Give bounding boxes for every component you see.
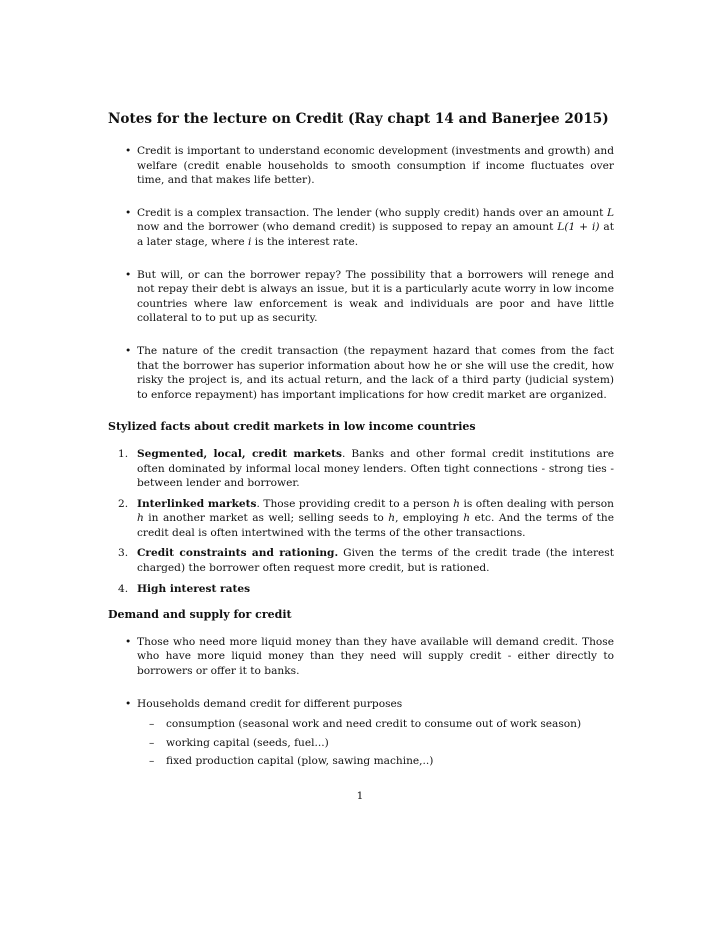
bullet-text-part: Credit is a complex transaction. The lender (who supply credit) hands over an amount [137,206,607,219]
math-variable: h [463,512,471,525]
sub-list-item [137,736,614,751]
math-variable: i [248,235,252,248]
bullet-text: Those who need more liquid money than they have available will demand credit. Those who have more liquid money than they need will supply credit - either directly to borrowers or offer it to banks. [137,635,614,678]
list-item [108,268,614,326]
sub-item-text: working capital (seeds, fuel...) [166,736,329,749]
list-item [108,344,614,402]
item-number: 2. [118,497,129,510]
list-item [108,546,614,575]
dash-marker: – [149,718,155,731]
list-item [108,635,614,679]
bullet-marker: • [125,697,132,710]
sub-item-text: fixed production capital (plow, sawing machine,..) [166,755,434,768]
bullet-marker: • [125,268,132,281]
item-text: Given the terms of the credit trade (the interest charged) the borrower often request more credit, but is rationed. [137,547,614,575]
item-number: 1. [118,447,129,460]
item-bold-label: Credit constraints and rationing. [137,547,339,560]
math-expression: L(1 + i) [557,221,600,234]
item-text-part: etc. And the terms of the credit deal is often intertwined with the terms of the other transactions. [137,512,614,539]
bullet-text: But will, or can the borrower repay? The possibility that a borrowers will renege and not repay their debt is always an issue, but it is a particularly acute worry in low income countries where law enforcement is weak and individuals are poor and have little collateral to to put up as security. [137,268,614,325]
list-item [108,447,614,491]
math-variable: h [453,497,460,510]
sub-list-item [137,754,614,769]
page-number: 1 [356,790,364,802]
bullet-text: The nature of the credit transaction (the repayment hazard that comes from the fact that the borrower has superior information about how he or she will use the credit, how risky the project is, and its actual return, and the lack of a third party (judicial system) to enforce repayment) has important implications for how credit market are organized. [137,344,614,401]
sub-list-item [137,717,614,732]
list-item [108,144,614,188]
stylized-facts-list [108,447,614,596]
item-text-part: , employing [395,512,464,525]
bullet-text: Credit is important to understand economic development (investments and growth) and welfare (credit enable households to smooth consumption if income fluctuates over time, and that makes life better). [137,145,614,187]
purpose-sublist [137,717,614,769]
sub-item-text: consumption (seasonal work and need credit to consume out of work season) [166,718,582,731]
bullet-text-part: now and the borrower (who demand credit) is supposed to repay an amount [137,221,558,234]
bullet-marker: • [125,145,132,157]
demand-supply-list [108,635,614,769]
list-item [108,497,614,541]
math-variable: L [606,206,614,219]
page-title: Notes for the lecture on Credit (Ray chapt 14 and Banerjee 2015) [108,111,609,127]
section-heading: Demand and supply for credit [108,608,292,622]
item-bold-label: Segmented, local, credit markets [137,447,342,460]
dash-marker: – [149,755,155,768]
bullet-text-part: at a later stage, where [137,221,614,248]
item-text-part: in another market as well; selling seeds to [143,512,389,525]
bullet-text: Households demand credit for different purposes [137,697,403,710]
bullet-text-part: is the interest rate. [251,235,359,248]
item-bold-label: High interest rates [137,582,251,595]
item-bold-label: Interlinked markets [137,497,257,510]
item-text-part: . Those providing credit to a person [256,497,454,510]
list-item [108,697,614,769]
bullet-marker: • [125,206,132,219]
item-number: 4. [118,582,129,595]
intro-bullet-list [108,144,614,402]
dash-marker: – [149,736,155,749]
bullet-marker: • [125,344,132,357]
list-item [108,206,614,250]
math-variable: h [388,512,396,525]
item-text-part: is often dealing with person [459,497,614,510]
bullet-marker: • [125,635,132,648]
item-text: . Banks and other formal credit institutions are often dominated by informal local money lenders. Often tight connections - strong ties - between lender and borrower. [137,447,614,490]
item-number: 3. [118,547,129,560]
section-heading: Stylized facts about credit markets in low income countries [108,420,476,434]
list-item [108,582,614,597]
page-content [108,110,614,787]
math-variable: h [137,512,144,525]
